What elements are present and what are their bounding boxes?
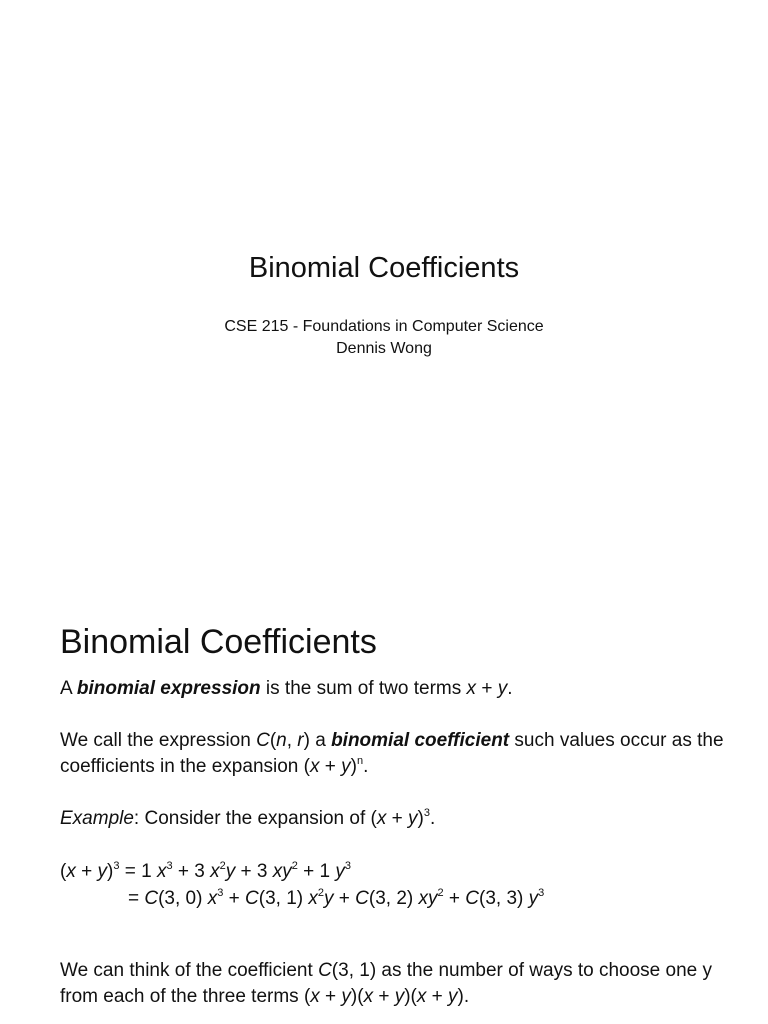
slide-subtitle (0, 316, 768, 360)
exponent: 3 (113, 860, 120, 872)
var-x: x (376, 808, 387, 829)
title-slide (0, 250, 768, 360)
var-r: r (297, 730, 304, 751)
text: + (223, 888, 246, 909)
text: A (60, 678, 77, 699)
equation-line-1 (60, 858, 740, 885)
text: . (363, 756, 369, 777)
text: (3, 2) (368, 888, 419, 909)
text: + (386, 808, 408, 829)
var-y: y (341, 986, 351, 1007)
text: = (128, 888, 145, 909)
text: (3, 1) (258, 888, 309, 909)
var-n: n (276, 730, 287, 751)
text: , (286, 730, 298, 751)
var-x: x (309, 756, 320, 777)
slide-title: Binomial Coefficients (248, 252, 520, 284)
var-x: x (207, 888, 218, 909)
var-x: x (363, 986, 374, 1007)
content-slide (60, 620, 740, 1010)
text: ). (457, 986, 470, 1007)
var-xy: xy (418, 888, 438, 909)
term-binomial-expression: binomial expression (76, 678, 261, 699)
var-x: x (416, 986, 427, 1007)
text: We call the expression (60, 730, 257, 751)
text: + (373, 986, 395, 1007)
var-y: y (394, 986, 405, 1007)
var-x: x (310, 986, 320, 1007)
text: ) (417, 808, 424, 829)
var-C: C (245, 888, 259, 909)
text: : Consider the expansion of ( (133, 808, 377, 829)
text: We can think of the coefficient (60, 960, 319, 981)
text: + (75, 861, 98, 882)
exponent: n (356, 755, 364, 767)
text: )( (350, 986, 364, 1007)
content-heading: Binomial Coefficients (60, 623, 377, 661)
var-y: y (97, 861, 107, 882)
var-C: C (318, 960, 332, 981)
var-C: C (144, 888, 159, 909)
text: ) (350, 756, 357, 777)
var-x: x (210, 861, 220, 882)
exponent: 3 (423, 807, 430, 819)
text: such values occur as the coefficients in the expansion ( (60, 730, 724, 777)
exponent: 3 (344, 860, 351, 872)
text: (3, 0) (158, 888, 208, 909)
var-y: y (408, 808, 418, 829)
var-x: x (308, 888, 318, 909)
text: . (429, 808, 436, 829)
example-intro (60, 806, 740, 832)
exponent: 2 (317, 887, 324, 899)
text: ( (60, 861, 67, 882)
var-y: y (335, 861, 345, 882)
text: ) (303, 730, 310, 751)
text: is the sum of two terms (260, 678, 467, 699)
text: ) (106, 861, 114, 882)
text: (3, 1) as the number of ways to choose one y from each of the three terms ( (60, 960, 713, 1007)
exponent: 2 (437, 887, 444, 899)
text: . (507, 678, 513, 699)
var-xy: xy (272, 861, 292, 882)
text: + 3 (172, 861, 211, 882)
course-name: CSE 215 - Foundations in Computer Science (224, 318, 544, 335)
var-x: x (466, 678, 477, 699)
expansion-equation (60, 858, 740, 912)
var-y: y (528, 888, 539, 909)
var-C: C (256, 730, 270, 751)
var-C: C (465, 888, 480, 909)
text: )( (404, 986, 417, 1007)
text: + 3 (235, 861, 273, 882)
text: + (319, 986, 342, 1007)
term-binomial-coefficient: binomial coefficient (331, 730, 510, 751)
var-y: y (225, 861, 236, 882)
text: + (426, 986, 449, 1007)
text: = 1 (119, 861, 157, 882)
text: + (476, 678, 498, 699)
text: + 1 (297, 861, 336, 882)
text: + (333, 888, 356, 909)
text: + (443, 888, 466, 909)
var-C: C (355, 888, 369, 909)
exponent: 3 (538, 887, 545, 899)
text: + (319, 756, 342, 777)
var-x: x (66, 861, 76, 882)
definition-binomial-coefficient (60, 728, 740, 780)
coefficient-interpretation (60, 958, 740, 1010)
author-name: Dennis Wong (336, 340, 432, 357)
var-y: y (497, 678, 508, 699)
var-y: y (324, 888, 334, 909)
var-y: y (341, 756, 351, 777)
example-label: Example (60, 808, 134, 829)
text: a (309, 730, 332, 751)
text: (3, 3) (479, 888, 529, 909)
text: ( (269, 730, 277, 751)
exponent: 3 (166, 860, 173, 872)
var-y: y (448, 986, 458, 1007)
var-x: x (156, 861, 167, 882)
exponent: 3 (217, 887, 224, 899)
exponent: 2 (219, 860, 226, 872)
definition-binomial-expression (60, 676, 740, 702)
equation-line-2 (60, 885, 740, 912)
exponent: 2 (291, 860, 298, 872)
